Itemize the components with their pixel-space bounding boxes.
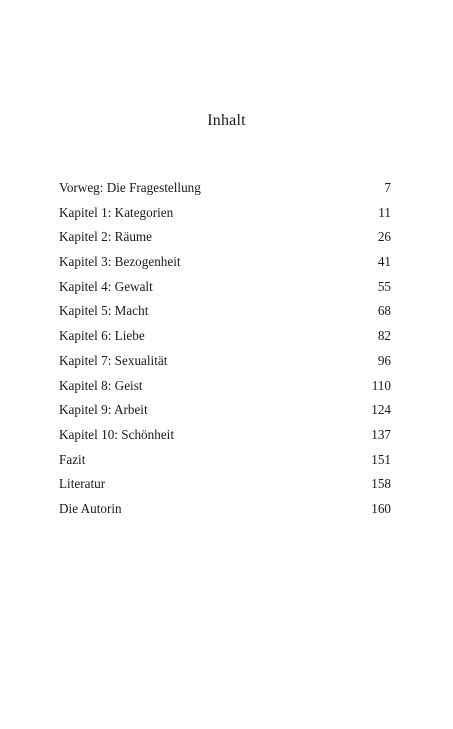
toc-entry-page-number: 124 — [371, 402, 391, 418]
toc-entry — [59, 499, 391, 524]
toc-entry-label: Kapitel 7: Sexualität — [59, 352, 168, 368]
toc-entry — [59, 326, 391, 351]
toc-entry — [59, 474, 391, 499]
toc-entry-label: Vorweg: Die Fragestellung — [59, 180, 201, 195]
toc-entry-page-number: 68 — [377, 303, 391, 319]
toc-entry — [59, 301, 391, 326]
toc-entry — [59, 376, 391, 401]
toc-entry-label: Kapitel 5: Macht — [59, 303, 149, 319]
toc-entry-label: Kapitel 8: Geist — [59, 377, 143, 393]
toc-entry-label: Kapitel 1: Kategorien — [59, 204, 174, 220]
toc-entry-label: Kapitel 4: Gewalt — [59, 278, 153, 294]
toc-entry — [59, 450, 391, 475]
toc-entry-page-number: 55 — [377, 278, 391, 294]
toc-entry-label: Literatur — [59, 476, 106, 492]
toc-entry — [59, 203, 391, 228]
toc-entry-label: Die Autorin — [59, 500, 122, 516]
toc-entry — [59, 227, 391, 252]
toc-entry-page-number: 82 — [377, 328, 391, 344]
page-title: Inhalt — [207, 112, 246, 129]
toc-entry-page-number: 151 — [371, 451, 391, 467]
toc-entry-label: Kapitel 9: Arbeit — [59, 402, 148, 418]
toc-entry-label: Fazit — [59, 451, 86, 467]
toc-entry-page-number: 41 — [377, 254, 391, 270]
toc-entry — [59, 277, 391, 302]
toc-entry-page-number: 158 — [371, 476, 391, 492]
toc-entry-page-number: 110 — [371, 377, 391, 393]
toc-entry-label: Kapitel 10: Schönheit — [59, 426, 175, 442]
toc-entry-page-number: 7 — [384, 180, 391, 195]
toc-entry-page-number: 137 — [371, 426, 391, 442]
toc-entry — [59, 425, 391, 450]
toc-entry-page-number: 160 — [371, 500, 391, 516]
toc-entry-page-number: 11 — [378, 204, 391, 220]
toc-entry-page-number: 26 — [377, 229, 391, 245]
toc-entry — [59, 252, 391, 277]
toc-entry — [59, 400, 391, 425]
toc-entry — [59, 351, 391, 376]
toc-entry — [59, 178, 391, 203]
toc-entry-label: Kapitel 2: Räume — [59, 229, 153, 245]
table-of-contents — [59, 178, 391, 524]
toc-entry-label: Kapitel 3: Bezogenheit — [59, 254, 181, 270]
toc-entry-label: Kapitel 6: Liebe — [59, 328, 145, 344]
toc-entry-page-number: 96 — [377, 352, 391, 368]
